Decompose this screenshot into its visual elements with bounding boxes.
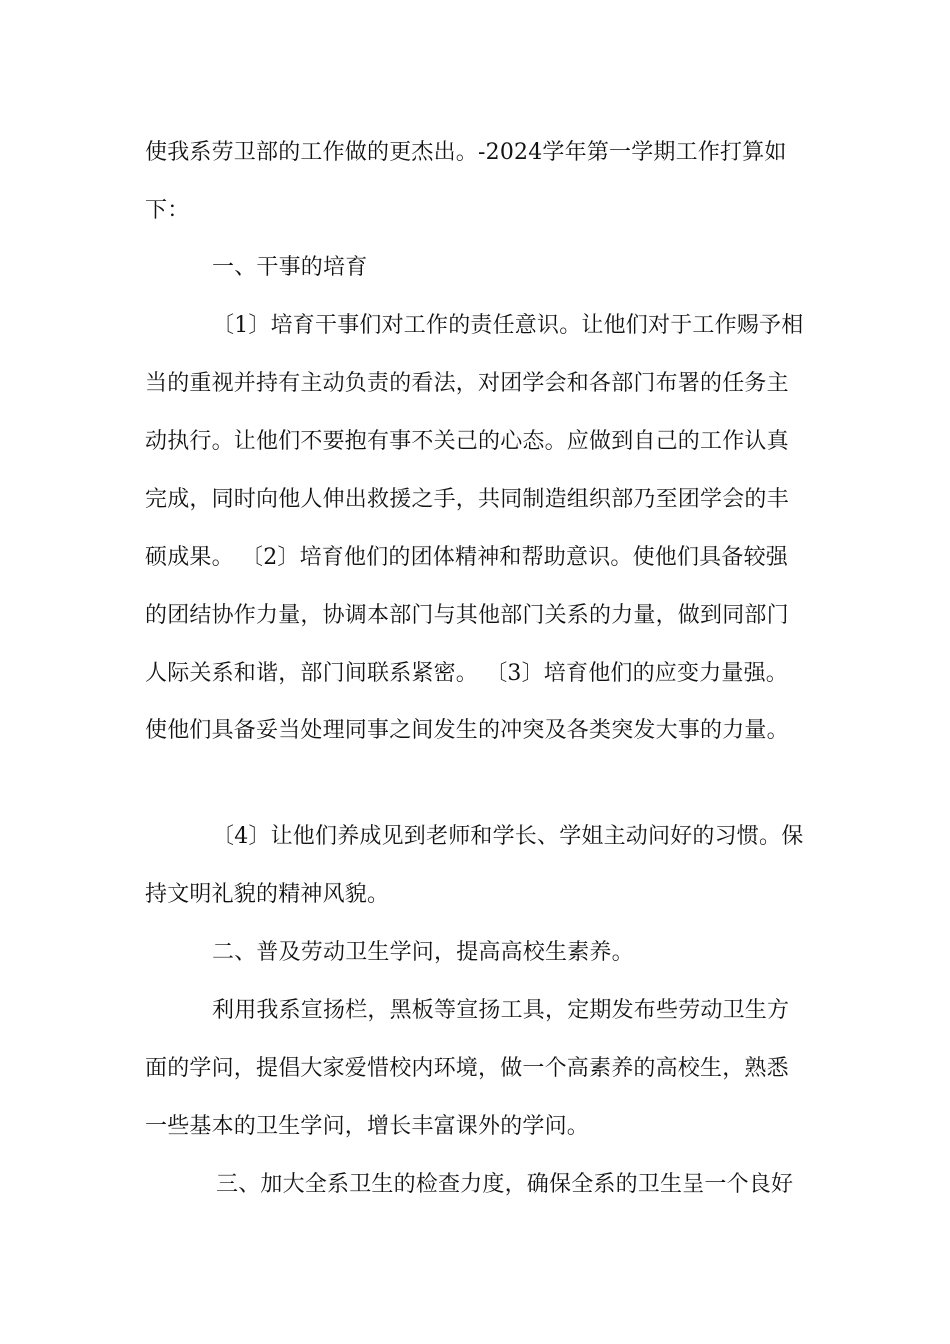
section-heading: 二、普及劳动卫生学问，提高高校生素养。: [212, 940, 634, 965]
text-line: 一些基本的卫生学问，增长丰富课外的学问。: [145, 1114, 590, 1139]
text-line: 〔4〕让他们养成见到老师和学长、学姐主动问好的习惯。保: [212, 824, 804, 849]
text-line: 持文明礼貌的精神风貌。: [145, 882, 390, 907]
text-line: 面的学问，提倡大家爱惜校内环境，做一个高素养的高校生，熟悉: [145, 1056, 789, 1081]
text-line: 动执行。让他们不要抱有事不关己的心态。应做到自己的工作认真: [145, 429, 789, 454]
section-heading: 三、加大全系卫生的检查力度，确保全系的卫生呈一个良好: [216, 1172, 794, 1197]
text-line: 人际关系和谐，部门间联系紧密。 〔3〕培育他们的应变力量强。: [145, 661, 788, 686]
text-line: 硕成果。 〔2〕培育他们的团体精神和帮助意识。使他们具备较强: [145, 545, 788, 570]
text-line: 〔1〕培育干事们对工作的责任意识。让他们对于工作赐予相: [212, 313, 804, 338]
text-line: 下：: [145, 198, 190, 223]
text-line: 完成，同时向他人伸出救援之手，共同制造组织部乃至团学会的丰: [145, 487, 789, 512]
text-line: 使我系劳卫部的工作做的更杰出。-2024学年第一学期工作打算如: [145, 140, 787, 165]
section-heading: 一、干事的培育: [212, 255, 368, 280]
text-line: 利用我系宣扬栏，黑板等宣扬工具，定期发布些劳动卫生方: [212, 998, 790, 1023]
text-line: 的团结协作力量，协调本部门与其他部门关系的力量，做到同部门: [145, 603, 789, 628]
text-line: 使他们具备妥当处理同事之间发生的冲突及各类突发大事的力量。: [145, 718, 789, 743]
text-line: 当的重视并持有主动负责的看法，对团学会和各部门布署的任务主: [145, 371, 789, 396]
